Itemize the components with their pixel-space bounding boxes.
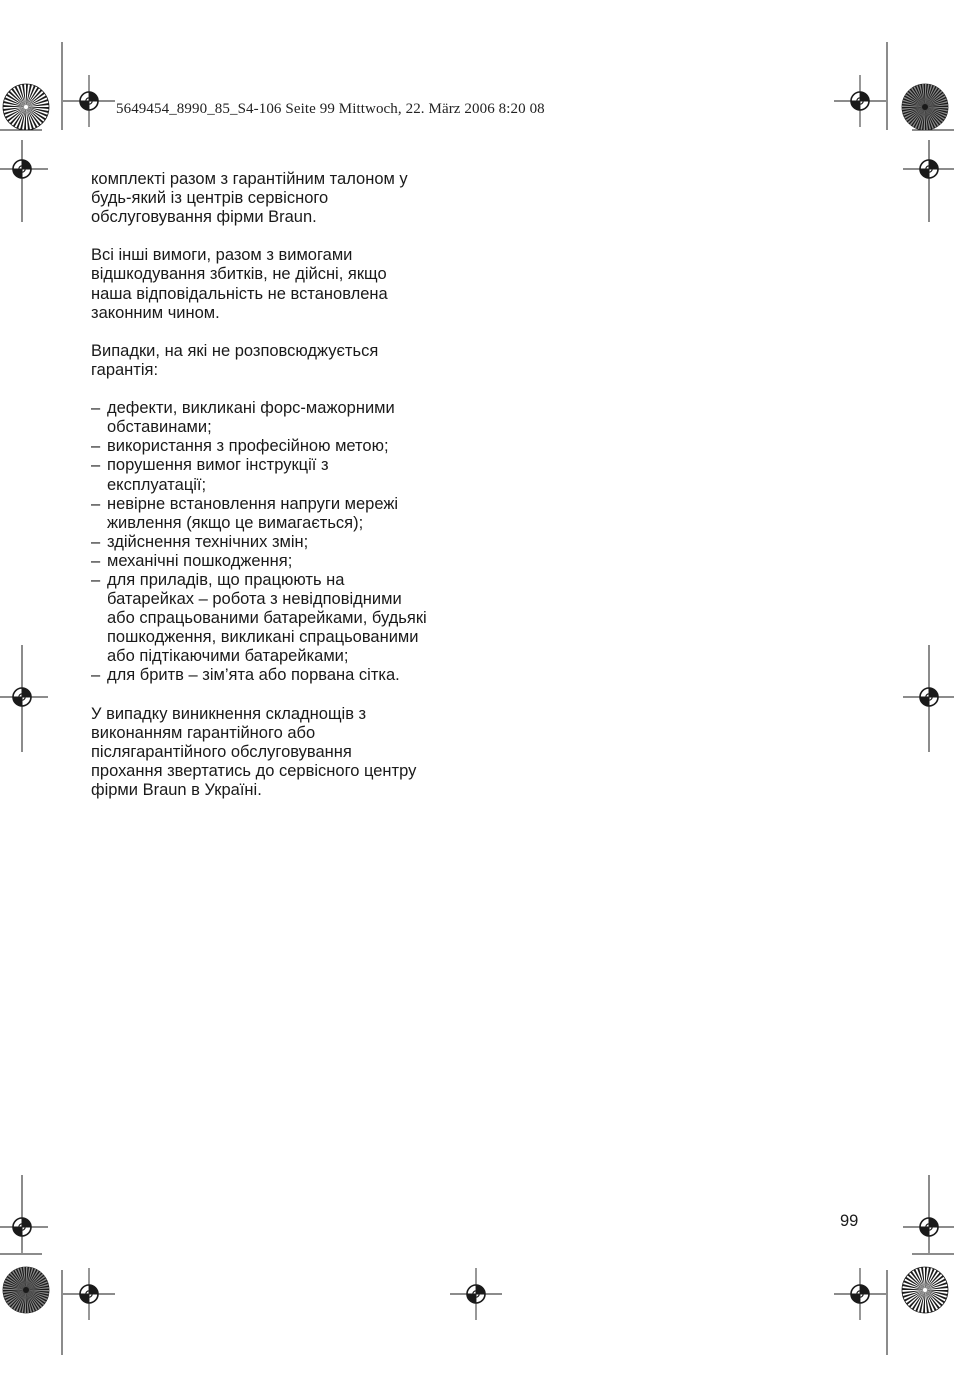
paragraph-exclusions-intro: Випадки, на які не розповсюджується гарантія: [91, 341, 379, 379]
exclusions-list [91, 399, 471, 685]
list-item-text: здійснення технічних змін; [107, 532, 309, 551]
print-slug-line: 5649454_8990_85_S4-106 Seite 99 Mittwoch, 22. März 2006 8:20 08 [116, 101, 545, 117]
list-item-text: для приладів, що працюють на батарейках – робота з невідповідними або спрацьованими батарейками, будьякі пошкодження, викликані спрацьованими або підтікаючими батарейками; [107, 570, 427, 666]
list-dash: – [91, 456, 101, 475]
paragraph-ukraine-service: У випадку виникнення складнощів з виконанням гарантійного або післягарантійного обслуговування прохання звертатись до сервісного центру фірми Braun в Україні. [91, 704, 417, 799]
list-item [91, 399, 471, 437]
list-item [91, 666, 471, 685]
list-dash: – [91, 570, 101, 589]
warranty-text-column [91, 170, 471, 819]
list-item [91, 437, 471, 456]
list-dash: – [91, 437, 101, 456]
list-dash: – [91, 494, 101, 513]
list-item-text: використання з професійною метою; [107, 437, 389, 456]
list-item-text: механічні пошкодження; [107, 551, 293, 570]
list-item [91, 552, 471, 571]
list-item-text: дефекти, викликані форс-мажорними обставинами; [107, 399, 395, 437]
list-dash: – [91, 399, 101, 418]
list-item [91, 456, 471, 494]
list-item [91, 495, 471, 533]
paragraph-service-centers: комплекті разом з гарантійним талоном у будь-який із центрів сервісного обслуговування фірми Braun. [91, 170, 408, 227]
list-dash: – [91, 532, 101, 551]
list-item [91, 533, 471, 552]
list-item-text: для бритв – зім’ята або порвана сітка. [107, 666, 400, 685]
list-item-text: невірне встановлення напруги мережі живлення (якщо це вимагається); [107, 494, 399, 532]
list-dash: – [91, 551, 101, 570]
page-number: 99 [840, 1212, 859, 1230]
list-item-text: порушення вимог інструкції з експлуатації; [107, 456, 329, 494]
list-dash: – [91, 666, 101, 685]
paragraph-other-claims: Всі інші вимоги, разом з вимогами відшкодування збитків, не дійсні, якщо наша відповідальність не встановлена законним чином. [91, 246, 388, 322]
list-item [91, 571, 471, 666]
